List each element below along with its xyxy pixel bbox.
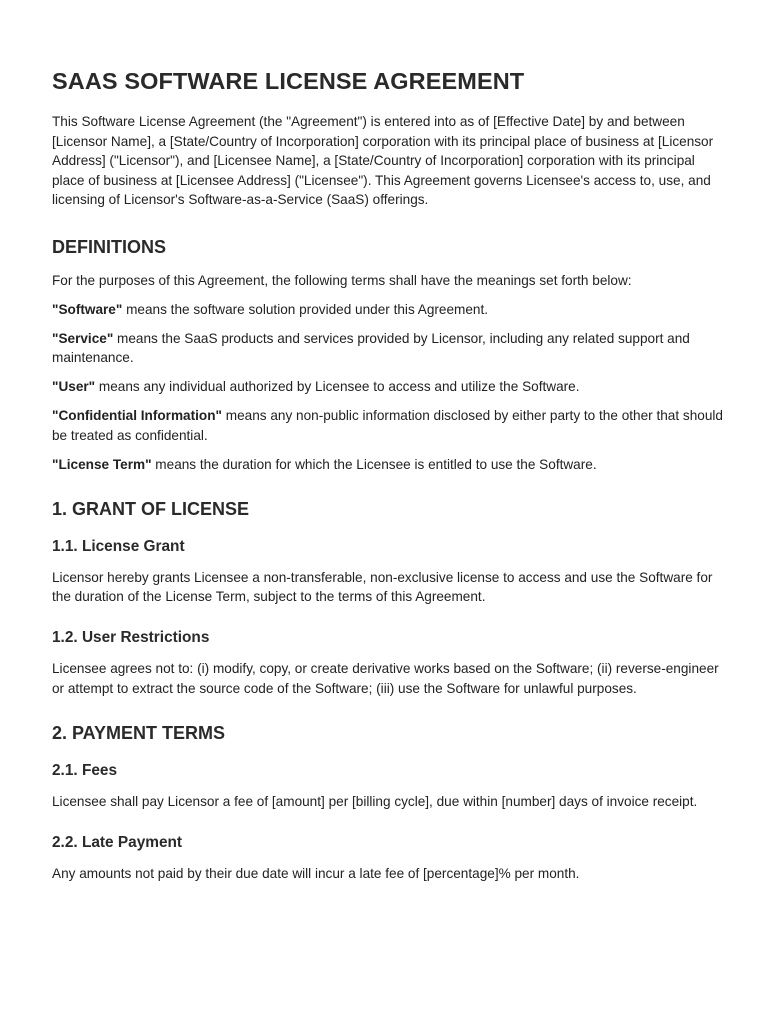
definition-text: means the SaaS products and services provided by Licensor, including any related support and maintenance. bbox=[52, 330, 690, 366]
definition-text: means any non-public information disclosed by either party to the other that should be treated as confidential. bbox=[52, 408, 723, 444]
definition-term: "User" bbox=[52, 379, 96, 395]
definitions-heading: DEFINITIONS bbox=[52, 236, 167, 257]
section-1-heading: 1. GRANT OF LICENSE bbox=[52, 498, 250, 519]
section-2-2-heading: 2.2. Late Payment bbox=[52, 833, 183, 851]
definition-item bbox=[52, 455, 724, 475]
section-2-2-text: Any amounts not paid by their due date will incur a late fee of [percentage]% per month. bbox=[52, 865, 580, 881]
definition-text: means the software solution provided under this Agreement. bbox=[122, 301, 489, 317]
definition-term: "Software" bbox=[52, 301, 123, 317]
definition-text: means any individual authorized by Licensee to access and utilize the Software. bbox=[95, 379, 580, 395]
definition-term: "Service" bbox=[52, 330, 114, 346]
section-1-1-text: Licensor hereby grants Licensee a non-transferable, non-exclusive license to access and use the Software for the duration of the License Term, subject to the terms of this Agreement. bbox=[52, 569, 713, 605]
section-1-2-text: Licensee agrees not to: (i) modify, copy, or create derivative works based on the Software; (ii) reverse-engineer or attempt to extract the source code of the Software; (iii) use the Software for unlawful purposes. bbox=[52, 660, 719, 696]
document-page bbox=[52, 66, 724, 883]
definition-item bbox=[52, 329, 724, 368]
section-1-1-heading: 1.1. License Grant bbox=[52, 537, 185, 555]
intro-paragraph: This Software License Agreement (the "Agreement") is entered into as of [Effective Date] by and between [Licensor Name], a [State/Country of Incorporation] corporation with its principal place of business at [Licensor Address] ("Licensor"), and [Licensee Name], a [State/Country of Incorporation] corporation with its principal place of business at [Licensee Address] ("Licensee"). This Agreement governs Licensee's access to, use, and licensing of Licensor's Software-as-a-Service (SaaS) offerings. bbox=[52, 114, 714, 208]
definition-term: "Confidential Information" bbox=[52, 408, 222, 424]
definitions-lead: For the purposes of this Agreement, the following terms shall have the meanings set forth below: bbox=[52, 272, 632, 288]
section-1-2-heading: 1.2. User Restrictions bbox=[52, 628, 210, 646]
section-2-1-text: Licensee shall pay Licensor a fee of [amount] per [billing cycle], due within [number] days of invoice receipt. bbox=[52, 794, 698, 810]
definition-term: "License Term" bbox=[52, 457, 152, 473]
section-2-heading: 2. PAYMENT TERMS bbox=[52, 723, 226, 744]
definition-item bbox=[52, 300, 724, 320]
definition-item bbox=[52, 377, 724, 397]
document-title: SAAS SOFTWARE LICENSE AGREEMENT bbox=[52, 68, 525, 94]
section-2-1-heading: 2.1. Fees bbox=[52, 762, 118, 780]
definition-text: means the duration for which the Licensee is entitled to use the Software. bbox=[151, 457, 597, 473]
definition-item bbox=[52, 406, 724, 445]
